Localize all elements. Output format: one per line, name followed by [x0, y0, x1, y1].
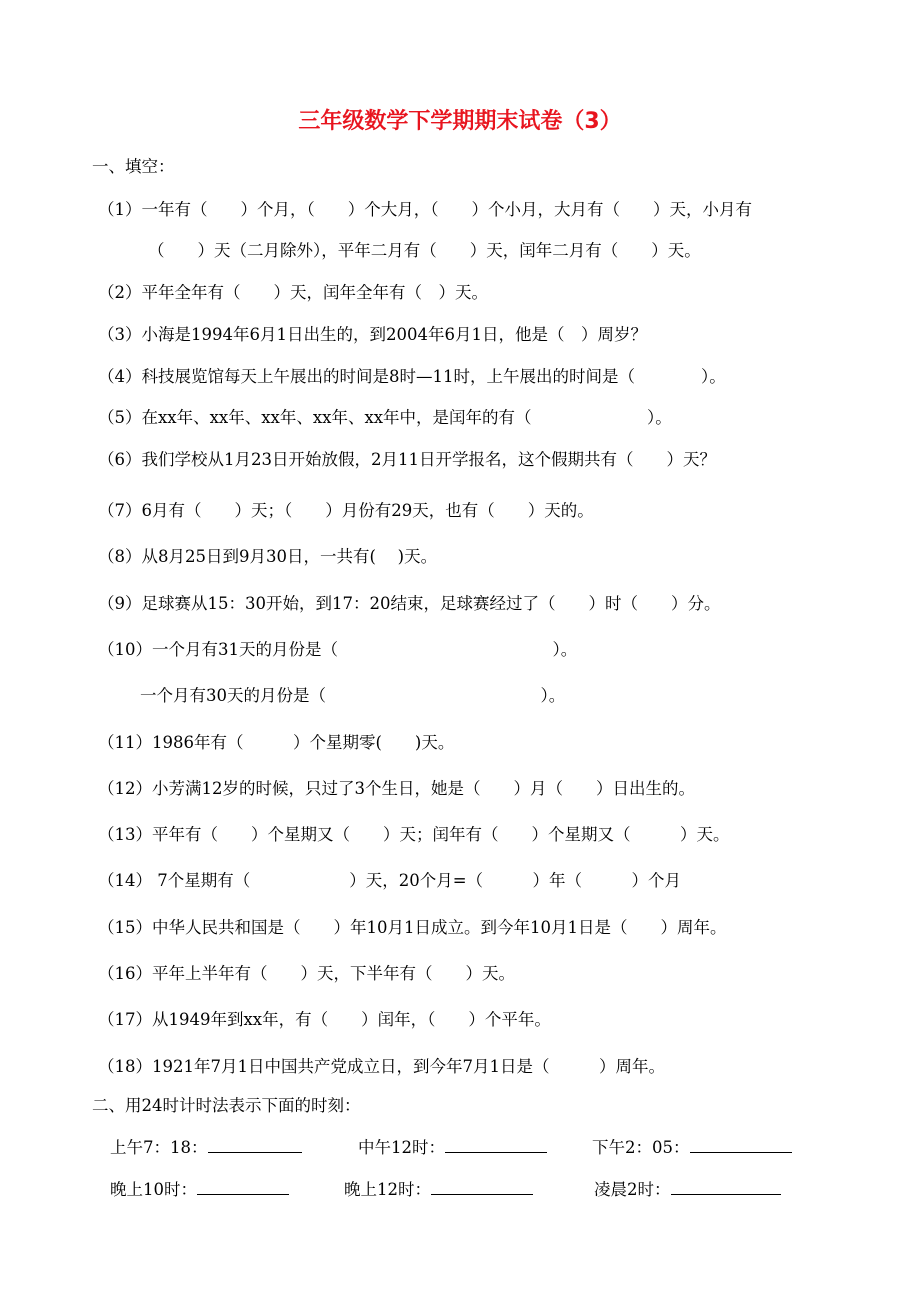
question-11: （11）1986年有（ ）个星期零( )天。: [98, 733, 455, 752]
time-item: [592, 1138, 792, 1158]
section-heading-fill-in: 一、填空：: [92, 157, 175, 176]
time-label: 下午2：05：: [592, 1138, 690, 1157]
question-6: （6）我们学校从1月23日开始放假，2月11日开学报名，这个假期共有（ ）天？: [98, 450, 716, 469]
question-7: （7）6月有（ ）天；（ ）月份有29天，也有（ ）天的。: [98, 501, 594, 520]
answer-blank[interactable]: [197, 1180, 289, 1195]
time-item: [594, 1180, 781, 1200]
question-3: （3）小海是1994年6月1日出生的，到2004年6月1日，他是（ ）周岁？: [98, 325, 647, 344]
time-label: 凌晨2时：: [594, 1180, 671, 1199]
question-12: （12）小芳满12岁的时候，只过了3个生日，她是（ ）月（ ）日出生的。: [98, 779, 695, 798]
time-item: [110, 1180, 289, 1200]
answer-blank[interactable]: [671, 1180, 781, 1195]
page-title: 三年级数学下学期期末试卷（3）: [298, 109, 622, 134]
answer-blank[interactable]: [690, 1138, 792, 1153]
question-9: （9）足球赛从15：30开始，到17：20结束，足球赛经过了（ ）时（ ）分。: [98, 594, 721, 613]
question-15: （15）中华人民共和国是（ ）年10月1日成立。到今年10月1日是（ ）周年。: [98, 918, 727, 937]
answer-blank[interactable]: [431, 1180, 533, 1195]
question-1-continued: （ ）天（二月除外），平年二月有（ ）天，闰年二月有（ ）天。: [148, 241, 701, 260]
time-item: [344, 1180, 533, 1200]
question-14: （14） 7个星期有（ ）天，20个月=（ ）年（ ）个月: [98, 871, 682, 890]
time-label: 晚上10时：: [110, 1180, 197, 1199]
question-5: （5）在xx年、xx年、xx年、xx年、xx年中，是闰年的有（ ）。: [98, 408, 672, 427]
answer-blank[interactable]: [445, 1138, 547, 1153]
time-label: 上午7：18：: [110, 1138, 208, 1157]
question-8: （8）从8月25日到9月30日，一共有( )天。: [98, 547, 438, 566]
question-13: （13）平年有（ ）个星期又（ ）天；闰年有（ ）个星期又（ ）天。: [98, 825, 730, 844]
time-label: 中午12时：: [358, 1138, 445, 1157]
question-4: （4）科技展览馆每天上午展出的时间是8时—11时，上午展出的时间是（ ）。: [98, 367, 726, 386]
section-heading-24-hour: 二、用24时计时法表示下面的时刻：: [92, 1096, 361, 1115]
answer-blank[interactable]: [208, 1138, 302, 1153]
question-2: （2）平年全年有（ ）天，闰年全年有（ ）天。: [98, 283, 488, 302]
question-10: （10）一个月有31天的月份是（ ）。: [98, 640, 578, 659]
time-item: [358, 1138, 547, 1158]
time-label: 晚上12时：: [344, 1180, 431, 1199]
question-1: （1）一年有（ ）个月，（ ）个大月，（ ）个小月，大月有（ ）天，小月有: [98, 200, 752, 219]
question-10-continued: 一个月有30天的月份是（ ）。: [140, 686, 566, 705]
question-16: （16）平年上半年有（ ）天，下半年有（ ）天。: [98, 964, 515, 983]
time-item: [110, 1138, 302, 1158]
question-17: （17）从1949年到xx年，有（ ）闰年，（ ）个平年。: [98, 1010, 551, 1029]
question-18: （18）1921年7月1日中国共产党成立日，到今年7月1日是（ ）周年。: [98, 1057, 665, 1076]
